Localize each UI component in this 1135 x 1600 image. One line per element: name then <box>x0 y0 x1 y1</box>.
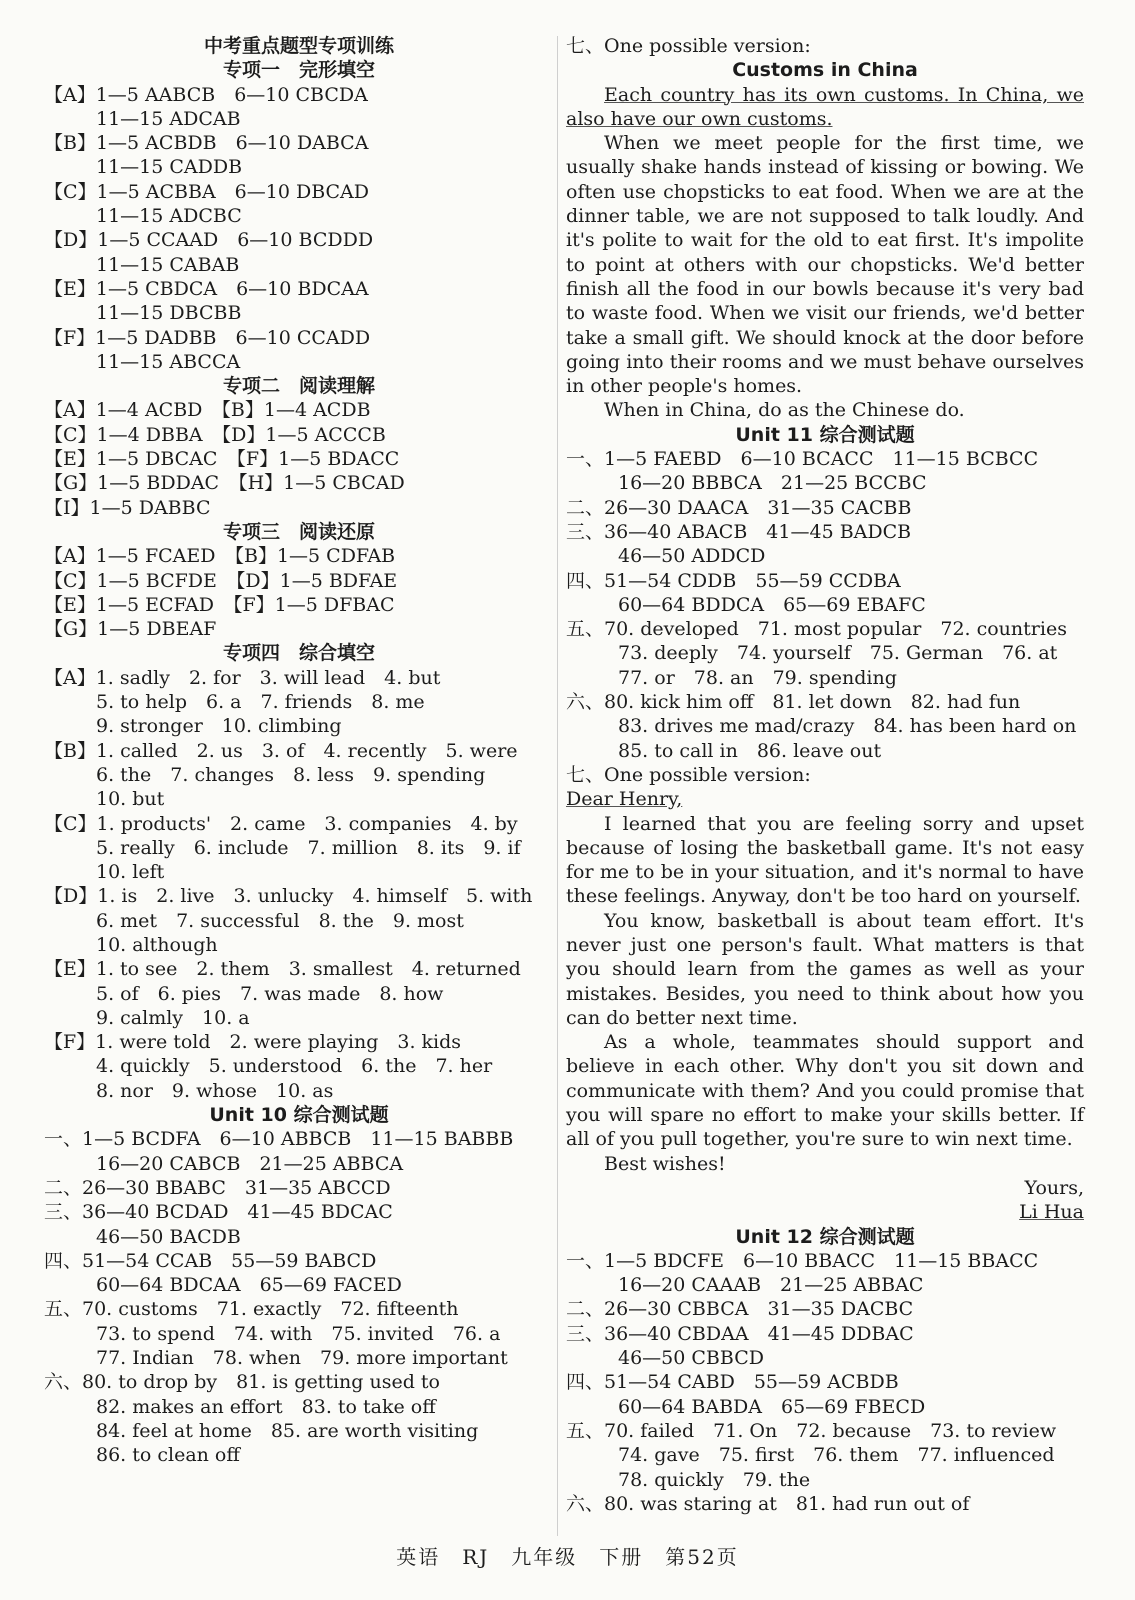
answer-line: 60—64 BABDA 65—69 FBECD <box>618 1395 926 1418</box>
letter-paragraph: Best wishes! <box>604 1152 726 1175</box>
letter-paragraph: As a whole, teammates should support and believe in each other. Why don't you sit down and communicate with them? And you could promise that you will spare no effort to make your skills better. If all of you pull together, you're sure to win next time. <box>566 1031 1084 1151</box>
answer-line: 16—20 BBBCA 21—25 BCCBC <box>618 472 927 495</box>
answer-line: 【B】1. called 2. us 3. of 4. recently 5. were <box>44 739 518 762</box>
essay-intro <box>566 34 1084 58</box>
answer-line: 5. to help 6. a 7. friends 8. me <box>96 691 425 714</box>
answer-line: 一、1—5 BDCFE 6—10 BBACC 11—15 BBACC <box>566 1249 1039 1272</box>
answer-line: 【C】1—5 BCFDE 【D】1—5 BDFAE <box>44 569 398 592</box>
answer-line: 82. makes an effort 83. to take off <box>96 1395 436 1418</box>
answer-line: 10. although <box>96 933 218 956</box>
answer-line: 七、One possible version: <box>566 35 811 57</box>
left-column <box>44 34 554 1468</box>
answer-line: 三、36—40 CBDAA 41—45 DDBAC <box>566 1322 914 1345</box>
answer-line: 专项三 阅读还原 <box>222 520 375 543</box>
answer-line: 11—15 ABCCA <box>96 350 241 373</box>
answer-line: 二、26—30 CBBCA 31—35 DACBC <box>566 1298 914 1321</box>
answer-line: 60—64 BDCAA 65—69 FACED <box>96 1274 402 1297</box>
watermark-logo <box>925 1500 1105 1590</box>
answer-line: 6. the 7. changes 8. less 9. spending <box>96 763 486 786</box>
answer-line: 9. calmly 10. a <box>96 1006 250 1029</box>
answer-line: 专项一 完形填空 <box>222 59 375 82</box>
answer-line: 六、80. to drop by 81. is getting used to <box>44 1371 440 1394</box>
answer-line: 77. Indian 78. when 79. more important <box>96 1347 508 1370</box>
answer-line: Dear Henry, <box>566 788 683 811</box>
answer-line: 5. really 6. include 7. million 8. its 9. if <box>96 836 521 859</box>
answer-line: 【G】1—5 BDDAC 【H】1—5 CBCAD <box>44 472 405 495</box>
answer-line: 16—20 CABCB 21—25 ABBCA <box>96 1152 404 1175</box>
answer-line: 专项四 综合填空 <box>222 642 375 665</box>
answer-line: 77. or 78. an 79. spending <box>618 666 897 689</box>
answer-line: 六、80. kick him off 81. let down 82. had fun <box>566 691 1021 714</box>
answer-line: 六、80. was staring at 81. had run out of <box>566 1492 970 1515</box>
answer-line: 83. drives me mad/crazy 84. has been hard on <box>618 715 1077 738</box>
answer-line: 73. deeply 74. yourself 75. German 76. at <box>618 642 1058 665</box>
answer-line: 78. quickly 79. the <box>618 1468 811 1491</box>
answer-line: 五、70. failed 71. On 72. because 73. to review <box>566 1419 1057 1442</box>
answer-line: 【C】1. products' 2. came 3. companies 4. by <box>44 812 518 835</box>
answer-line: 【C】1—4 DBBA 【D】1—5 ACCCB <box>44 423 386 446</box>
letter-closing <box>566 1176 1084 1225</box>
unit11-title: Unit 11 综合测试题 <box>735 423 915 446</box>
answer-line: 二、26—30 BBABC 31—35 ABCCD <box>44 1176 391 1199</box>
answer-line: 【F】1—5 DADBB 6—10 CCADD <box>44 326 371 349</box>
answer-line: 16—20 CAAAB 21—25 ABBAC <box>618 1274 924 1297</box>
answer-line: 【A】1—5 FCAED 【B】1—5 CDFAB <box>44 545 396 568</box>
answer-line: 【I】1—5 DABBC <box>44 496 211 519</box>
answer-line: 七、One possible version: <box>566 763 811 786</box>
answer-line: 【E】1—5 ECFAD 【F】1—5 DFBAC <box>44 593 395 616</box>
answer-line: 11—15 ADCAB <box>96 107 241 130</box>
answer-line: 86. to clean off <box>96 1444 240 1467</box>
answer-line: 46—50 ADDCD <box>618 545 766 568</box>
answer-line: 74. gave 75. first 76. them 77. influenced <box>618 1444 1055 1467</box>
answer-line: 11—15 CADDB <box>96 156 243 179</box>
answer-line: 6. met 7. successful 8. the 9. most <box>96 909 464 932</box>
answer-line: 【B】1—5 ACBDB 6—10 DABCA <box>44 132 369 155</box>
answer-line: 11—15 DBCBB <box>96 302 242 325</box>
answer-line: 85. to call in 86. leave out <box>618 739 882 762</box>
answer-line: 三、36—40 BCDAD 41—45 BDCAC <box>44 1201 393 1224</box>
answer-line: 【A】1—4 ACBD 【B】1—4 ACDB <box>44 399 371 422</box>
answer-line: 二、26—30 DAACA 31—35 CACBB <box>566 496 912 519</box>
closing-line: Yours, <box>1024 1176 1084 1199</box>
answer-line: 四、51—54 CCAB 55—59 BABCD <box>44 1249 377 1272</box>
answer-line: 【A】1—5 AABCB 6—10 CBCDA <box>44 83 368 106</box>
column-divider <box>557 36 558 1536</box>
answer-line: 一、1—5 BCDFA 6—10 ABBCB 11—15 BABBB <box>44 1128 514 1151</box>
answer-line: 9. stronger 10. climbing <box>96 715 342 738</box>
answer-line: 46—50 BACDB <box>96 1225 241 1248</box>
answer-line: 4. quickly 5. understood 6. the 7. her <box>96 1055 493 1078</box>
essay-paragraph: When in China, do as the Chinese do. <box>604 399 965 422</box>
answer-line: 5. of 6. pies 7. was made 8. how <box>96 982 444 1005</box>
answer-line: 10. left <box>96 861 165 884</box>
answer-line: 四、51—54 CABD 55—59 ACBDB <box>566 1371 899 1394</box>
answer-line: 【F】1. were told 2. were playing 3. kids <box>44 1031 462 1054</box>
answer-line: 【D】1—5 CCAAD 6—10 BCDDD <box>44 229 374 252</box>
answer-line: 五、70. customs 71. exactly 72. fifteenth <box>44 1298 459 1321</box>
letter-body <box>566 812 1084 1176</box>
letter-paragraph: You know, basketball is about team effort. It's never just one person's fault. What matters is that you should learn from the games as well as your mistakes. Besides, you need to think about how you can do better next time. <box>566 909 1084 1029</box>
answer-line: 【E】1—5 DBCAC 【F】1—5 BDACC <box>44 448 400 471</box>
essay-body <box>566 83 1084 423</box>
answer-line: 10. but <box>96 788 165 811</box>
right-column <box>566 34 1084 1516</box>
answer-line: 11—15 CABAB <box>96 253 240 276</box>
answer-line: 【G】1—5 DBEAF <box>44 618 217 641</box>
unit12-title: Unit 12 综合测试题 <box>735 1225 915 1248</box>
answer-line: 【A】1. sadly 2. for 3. will lead 4. but <box>44 666 441 689</box>
answer-line: 中考重点题型专项训练 <box>203 35 394 57</box>
letter-paragraph: I learned that you are feeling sorry and upset because of losing the basketball game. It's not easy for me to be in your situation, and it's normal to have these feelings. Anyway, don't be too hard on yourself. <box>566 812 1084 908</box>
answer-line: 84. feel at home 85. are worth visiting <box>96 1419 479 1442</box>
answer-line: 一、1—5 FAEBD 6—10 BCACC 11—15 BCBCC <box>566 448 1039 471</box>
page-footer: 英语 RJ 九年级 下册 第52页 <box>396 1545 739 1569</box>
answer-line: 【E】1. to see 2. them 3. smallest 4. returned <box>44 958 521 981</box>
answer-line: 专项二 阅读理解 <box>222 375 375 398</box>
answer-line: 五、70. developed 71. most popular 72. countries <box>566 618 1067 641</box>
answer-line: Unit 10 综合测试题 <box>209 1104 389 1127</box>
answer-line: 四、51—54 CDDB 55—59 CCDBA <box>566 569 901 592</box>
answer-line: 【C】1—5 ACBBA 6—10 DBCAD <box>44 180 370 203</box>
answer-line: 【D】1. is 2. live 3. unlucky 4. himself 5. with <box>44 885 533 908</box>
essay-paragraph: When we meet people for the first time, we usually shake hands instead of kissing or bowing. We often use chopsticks to eat food. When we are at the dinner table, we are not supposed to talk loudly. And it's polite to wait for the old to eat first. It's impolite to point at others with our chopsticks. We'd better finish all the food in our bowls because it's very bad to waste food. When we visit our friends, we'd better take a small gift. We should knock at the door before going into their rooms and we must behave ourselves in other people's homes. <box>566 132 1084 398</box>
answer-line: 46—50 CBBCD <box>618 1347 764 1370</box>
essay-title: Customs in China <box>732 59 918 82</box>
unit11-answers <box>566 447 1084 811</box>
answer-line: 11—15 ADCBC <box>96 205 242 228</box>
answer-line: 【E】1—5 CBDCA 6—10 BDCAA <box>44 277 369 300</box>
unit12-answers <box>566 1249 1084 1516</box>
essay-paragraph: Each country has its own customs. In China, we also have our own customs. <box>566 83 1084 130</box>
answer-line: 73. to spend 74. with 75. invited 76. a <box>96 1322 501 1345</box>
answer-line: 三、36—40 ABACB 41—45 BADCB <box>566 520 912 543</box>
answer-line: 60—64 BDDCA 65—69 EBAFC <box>618 593 926 616</box>
answer-line: 8. nor 9. whose 10. as <box>96 1079 334 1102</box>
closing-line: Li Hua <box>1019 1201 1084 1224</box>
